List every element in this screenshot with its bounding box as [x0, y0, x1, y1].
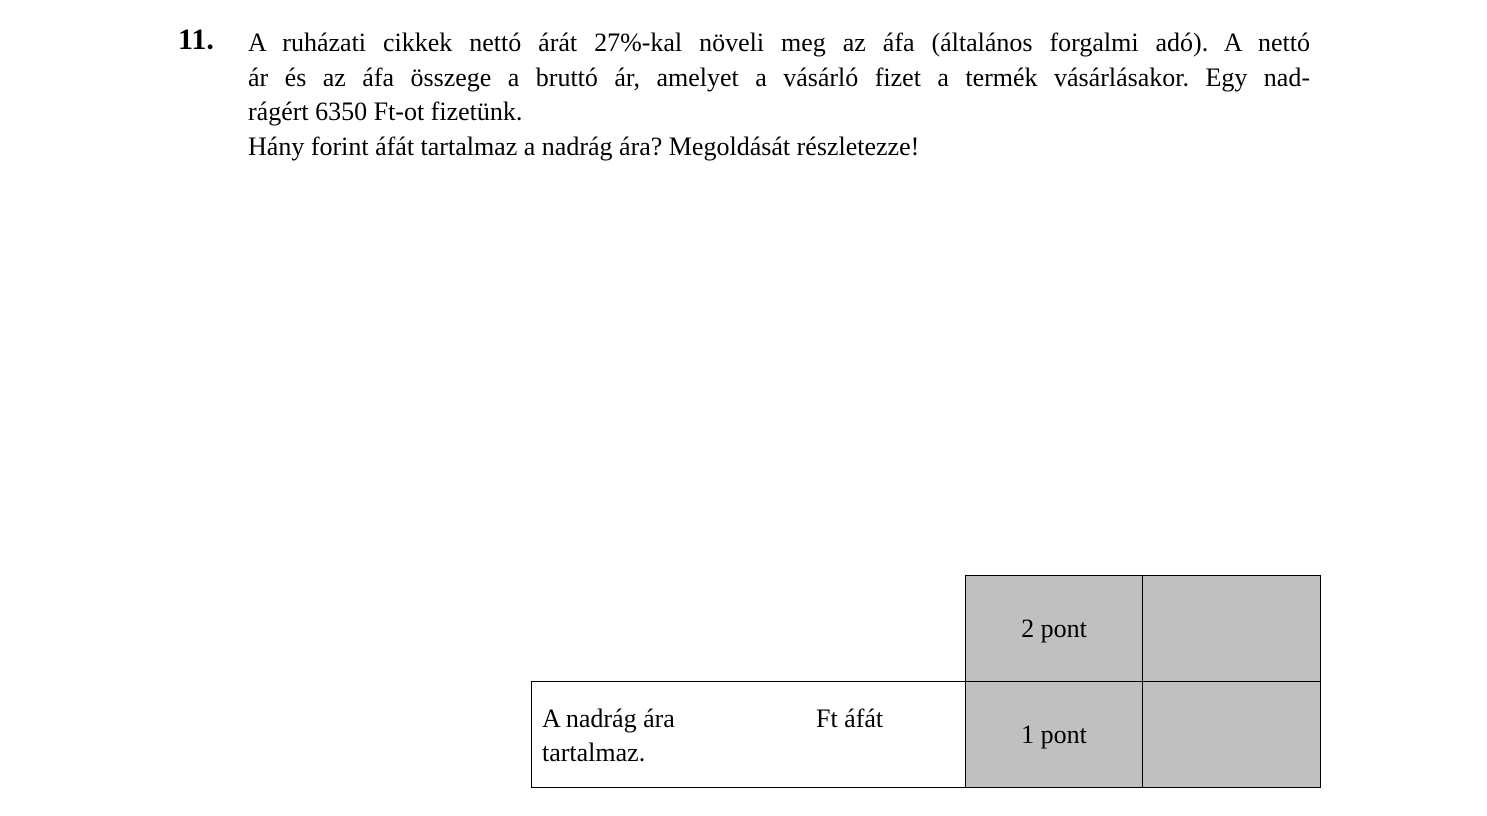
problem-line-1: A ruházati cikkek nettó árát 27%-kal növeli meg az áfa (általános forgalmi adó). A nettó	[248, 28, 1310, 57]
score-blank-row2	[1142, 681, 1321, 788]
problem-line-2: ár és az áfa összege a bruttó ár, amelyet a vásárló fizet a termék vásárlásakor. Egy nad-	[248, 62, 1310, 92]
points-label-row2: 1 pont	[1021, 719, 1087, 749]
points-label-row1: 2 pont	[1021, 613, 1087, 643]
problem-line-3: rágért 6350 Ft-ot fizetünk.	[248, 97, 523, 126]
problem-line-4: Hány forint áfát tartalmaz a nadrág ára? Megoldását részletezze!	[248, 131, 920, 161]
points-cell-row1	[965, 575, 1143, 682]
answer-text-part1: A nadrág ára	[542, 704, 675, 733]
answer-text-part3: tartalmaz.	[542, 738, 646, 767]
problem-text	[248, 26, 1310, 164]
answer-cell	[531, 681, 966, 788]
answer-text-part2: Ft áfát	[816, 704, 884, 733]
points-cell-row2	[965, 681, 1143, 788]
problem-number: 11.	[178, 23, 214, 56]
score-blank-row1	[1142, 575, 1321, 682]
